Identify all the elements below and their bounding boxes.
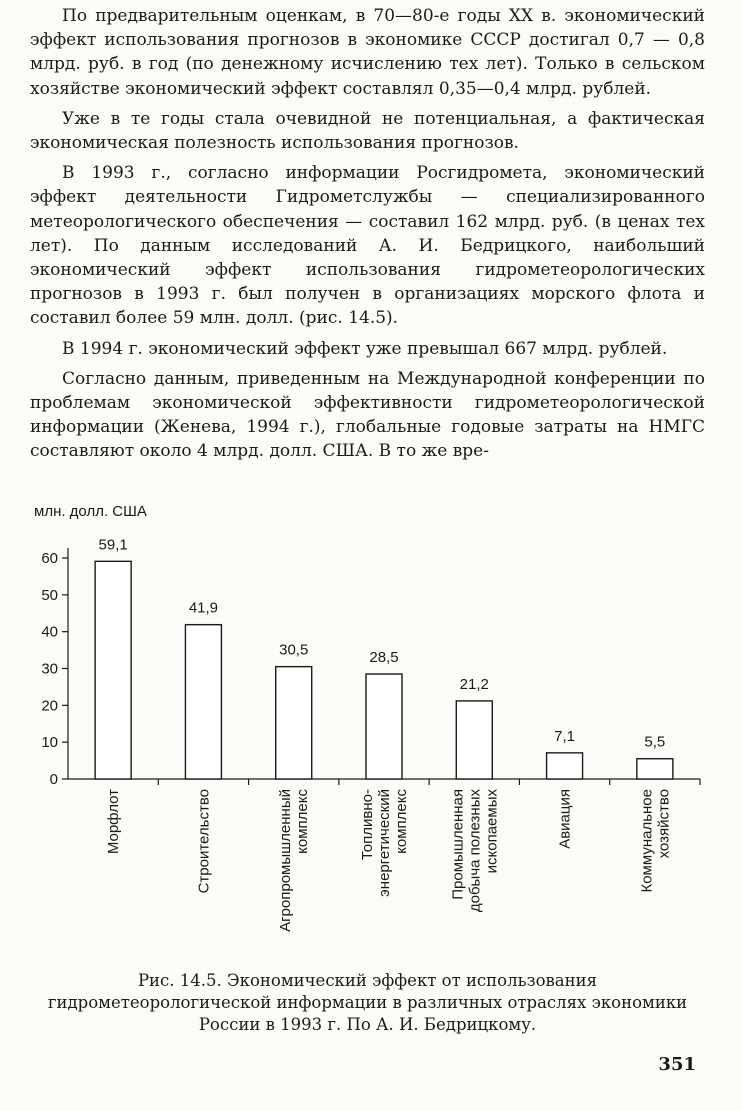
bar [185, 625, 221, 779]
x-tick-label: Авиация [556, 789, 574, 849]
bar [637, 759, 673, 779]
x-tick-label: Промышленнаядобыча полезныхископаемых [449, 789, 501, 913]
x-tick-label: Коммунальноехозяйство [638, 789, 673, 893]
y-tick-label: 50 [41, 586, 58, 604]
paragraph: В 1994 г. экономический эффект уже превышал 667 млрд. рублей. [62, 338, 668, 359]
y-tick-label: 30 [41, 660, 58, 678]
y-axis-label: млн. долл. США [34, 503, 147, 520]
paragraph: В 1993 г., согласно информации Росгидромета, экономический эффект деятельности Гидрометслужбы — специализированного метеорологического обеспечения — составил 162 млрд. руб. (в ценах тех лет). По данным исследований А. И. Бедрицкого, наибольший экономический эффект использования гидрометеорологических прогнозов в 1993 г. был получен в организациях морского флота и составил более 59 млн. долл. (рис. 14.5). [30, 163, 705, 329]
body-text [30, 4, 705, 470]
bar [276, 667, 312, 779]
bar-value-label: 21,2 [459, 675, 489, 693]
paragraph: Уже в те годы стала очевидной не потенциальная, а фактическая экономическая полезность использования прогнозов. [30, 108, 705, 154]
y-tick-label: 0 [49, 771, 58, 788]
y-tick-label: 20 [41, 697, 58, 715]
bar [95, 561, 131, 779]
bar-value-label: 41,9 [188, 599, 219, 617]
figure-caption: Рис. 14.5. Экономический эффект от использования гидрометеорологической информации в различных отраслях экономики России в 1993 г. По А. И. Бедрицкому. [47, 971, 688, 1034]
bar [547, 753, 583, 779]
bar-value-label: 5,5 [644, 733, 666, 751]
paragraph: По предварительным оценкам, в 70—80-е годы XX в. экономический эффект использования прогнозов в экономике СССР достигал 0,7 — 0,8 млрд. руб. в год (по денежному исчислению тех лет). Только в сельском хозяйстве экономический эффект составлял 0,35—0,4 млрд. рублей. [30, 6, 705, 99]
bar-value-label: 30,5 [279, 641, 309, 659]
bar-chart [20, 490, 720, 960]
bar-value-label: 7,1 [554, 727, 576, 745]
bar-value-label: 28,5 [369, 649, 399, 667]
x-tick-label: Строительство [195, 789, 213, 894]
x-tick-label: Морфлот [105, 789, 123, 855]
bar [456, 701, 492, 779]
paragraph: Согласно данным, приведенным на Международной конференции по проблемам экономической эффективности гидрометеорологической информации (Женева, 1994 г.), глобальные годовые затраты на НМГС составляют около 4 млрд. долл. США. В то же вре- [30, 368, 705, 462]
y-tick-label: 60 [41, 550, 58, 567]
y-tick-label: 40 [41, 623, 58, 641]
bar [366, 674, 402, 779]
page-number: 351 [658, 1054, 696, 1075]
bar-value-label: 59,1 [98, 536, 128, 554]
y-tick-label: 10 [41, 734, 58, 752]
x-tick-label: Агропромышленныйкомплекс [277, 789, 312, 932]
x-tick-label: Топливно-энергетическийкомплекс [359, 789, 410, 897]
